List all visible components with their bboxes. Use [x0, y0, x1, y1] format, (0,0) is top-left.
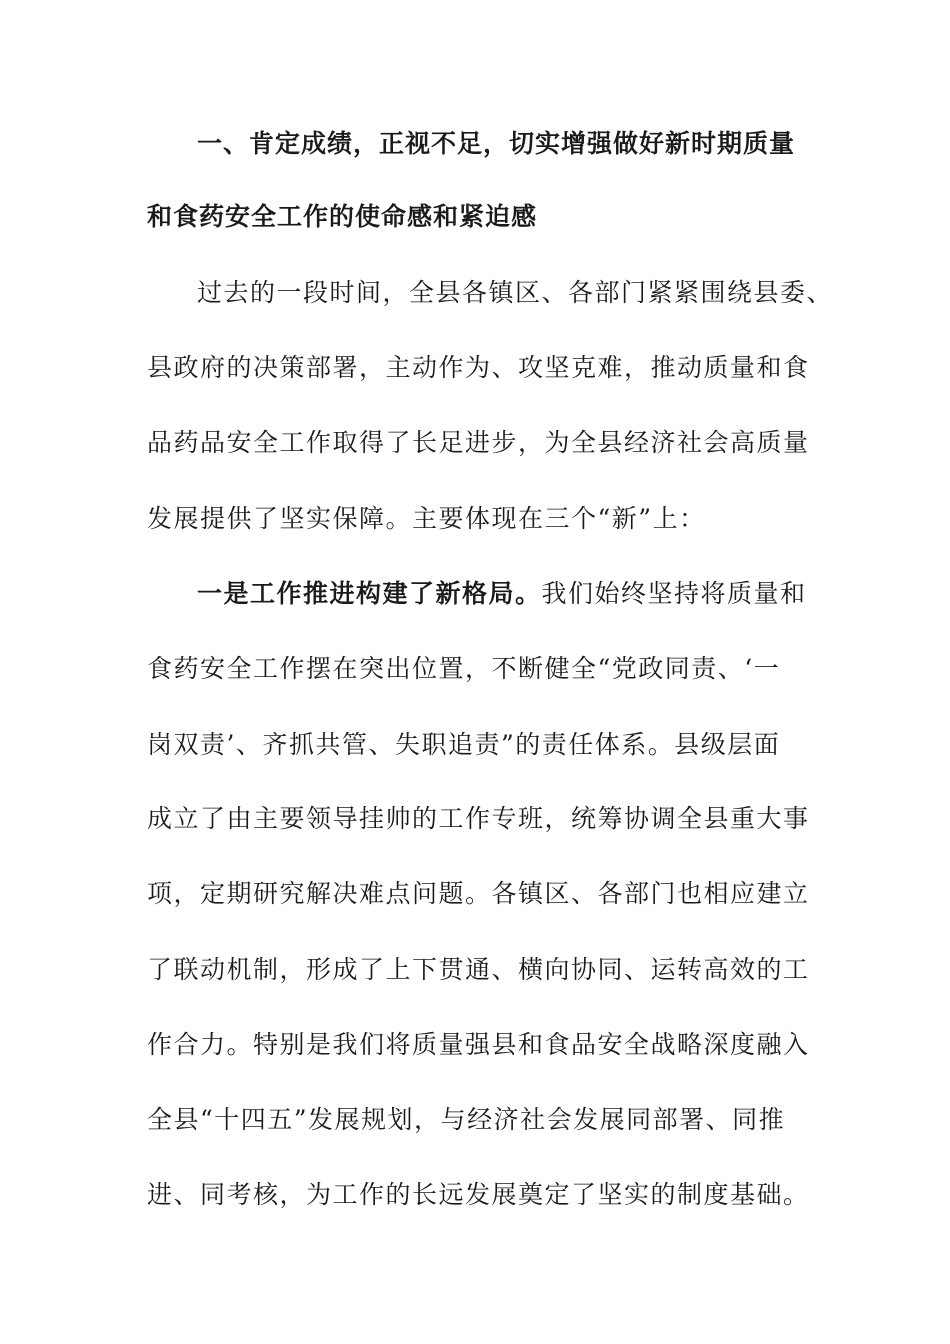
paragraph-line: 岗双责’、齐抓共管、失职追责”的责任体系。县级层面: [147, 730, 781, 759]
paragraph-line: 进、同考核，为工作的长远发展奠定了坚实的制度基础。: [147, 1180, 810, 1209]
paragraph-line-rest: 我们始终坚持将质量和: [541, 579, 807, 608]
paragraph-line: 食药安全工作摆在突出位置，不断健全“党政同责、‘一: [147, 654, 781, 683]
paragraph-line: 县政府的决策部署，主动作为、攻坚克难，推动质量和食: [147, 353, 810, 382]
paragraph-line: 成立了由主要领导挂帅的工作专班，统筹协调全县重大事: [147, 804, 810, 833]
paragraph-line: 过去的一段时间，全县各镇区、各部门紧紧围绕县委、: [197, 278, 834, 307]
paragraph-line: 作合力。特别是我们将质量强县和食品安全战略深度融入: [147, 1030, 810, 1059]
paragraph-line: 发展提供了坚实保障。主要体现在三个“新”上：: [147, 504, 706, 533]
paragraph-line: 项，定期研究解决难点问题。各镇区、各部门也相应建立: [147, 879, 810, 908]
paragraph-line: 了联动机制，形成了上下贯通、横向协同、运转高效的工: [147, 955, 810, 984]
paragraph-first-line: [197, 576, 877, 612]
paragraph-line: 全县“十四五”发展规划，与经济社会发展同部署、同推: [147, 1105, 786, 1134]
paragraph-line: 品药品安全工作取得了长足进步，为全县经济社会高质量: [147, 428, 810, 457]
section-heading-line-2: 和食药安全工作的使命感和紧迫感: [147, 202, 538, 231]
paragraph-bold-lead: 一是工作推进构建了新格局。: [197, 579, 542, 608]
section-heading-line-1: 一、肯定成绩，正视不足，切实增强做好新时期质量: [197, 129, 796, 158]
